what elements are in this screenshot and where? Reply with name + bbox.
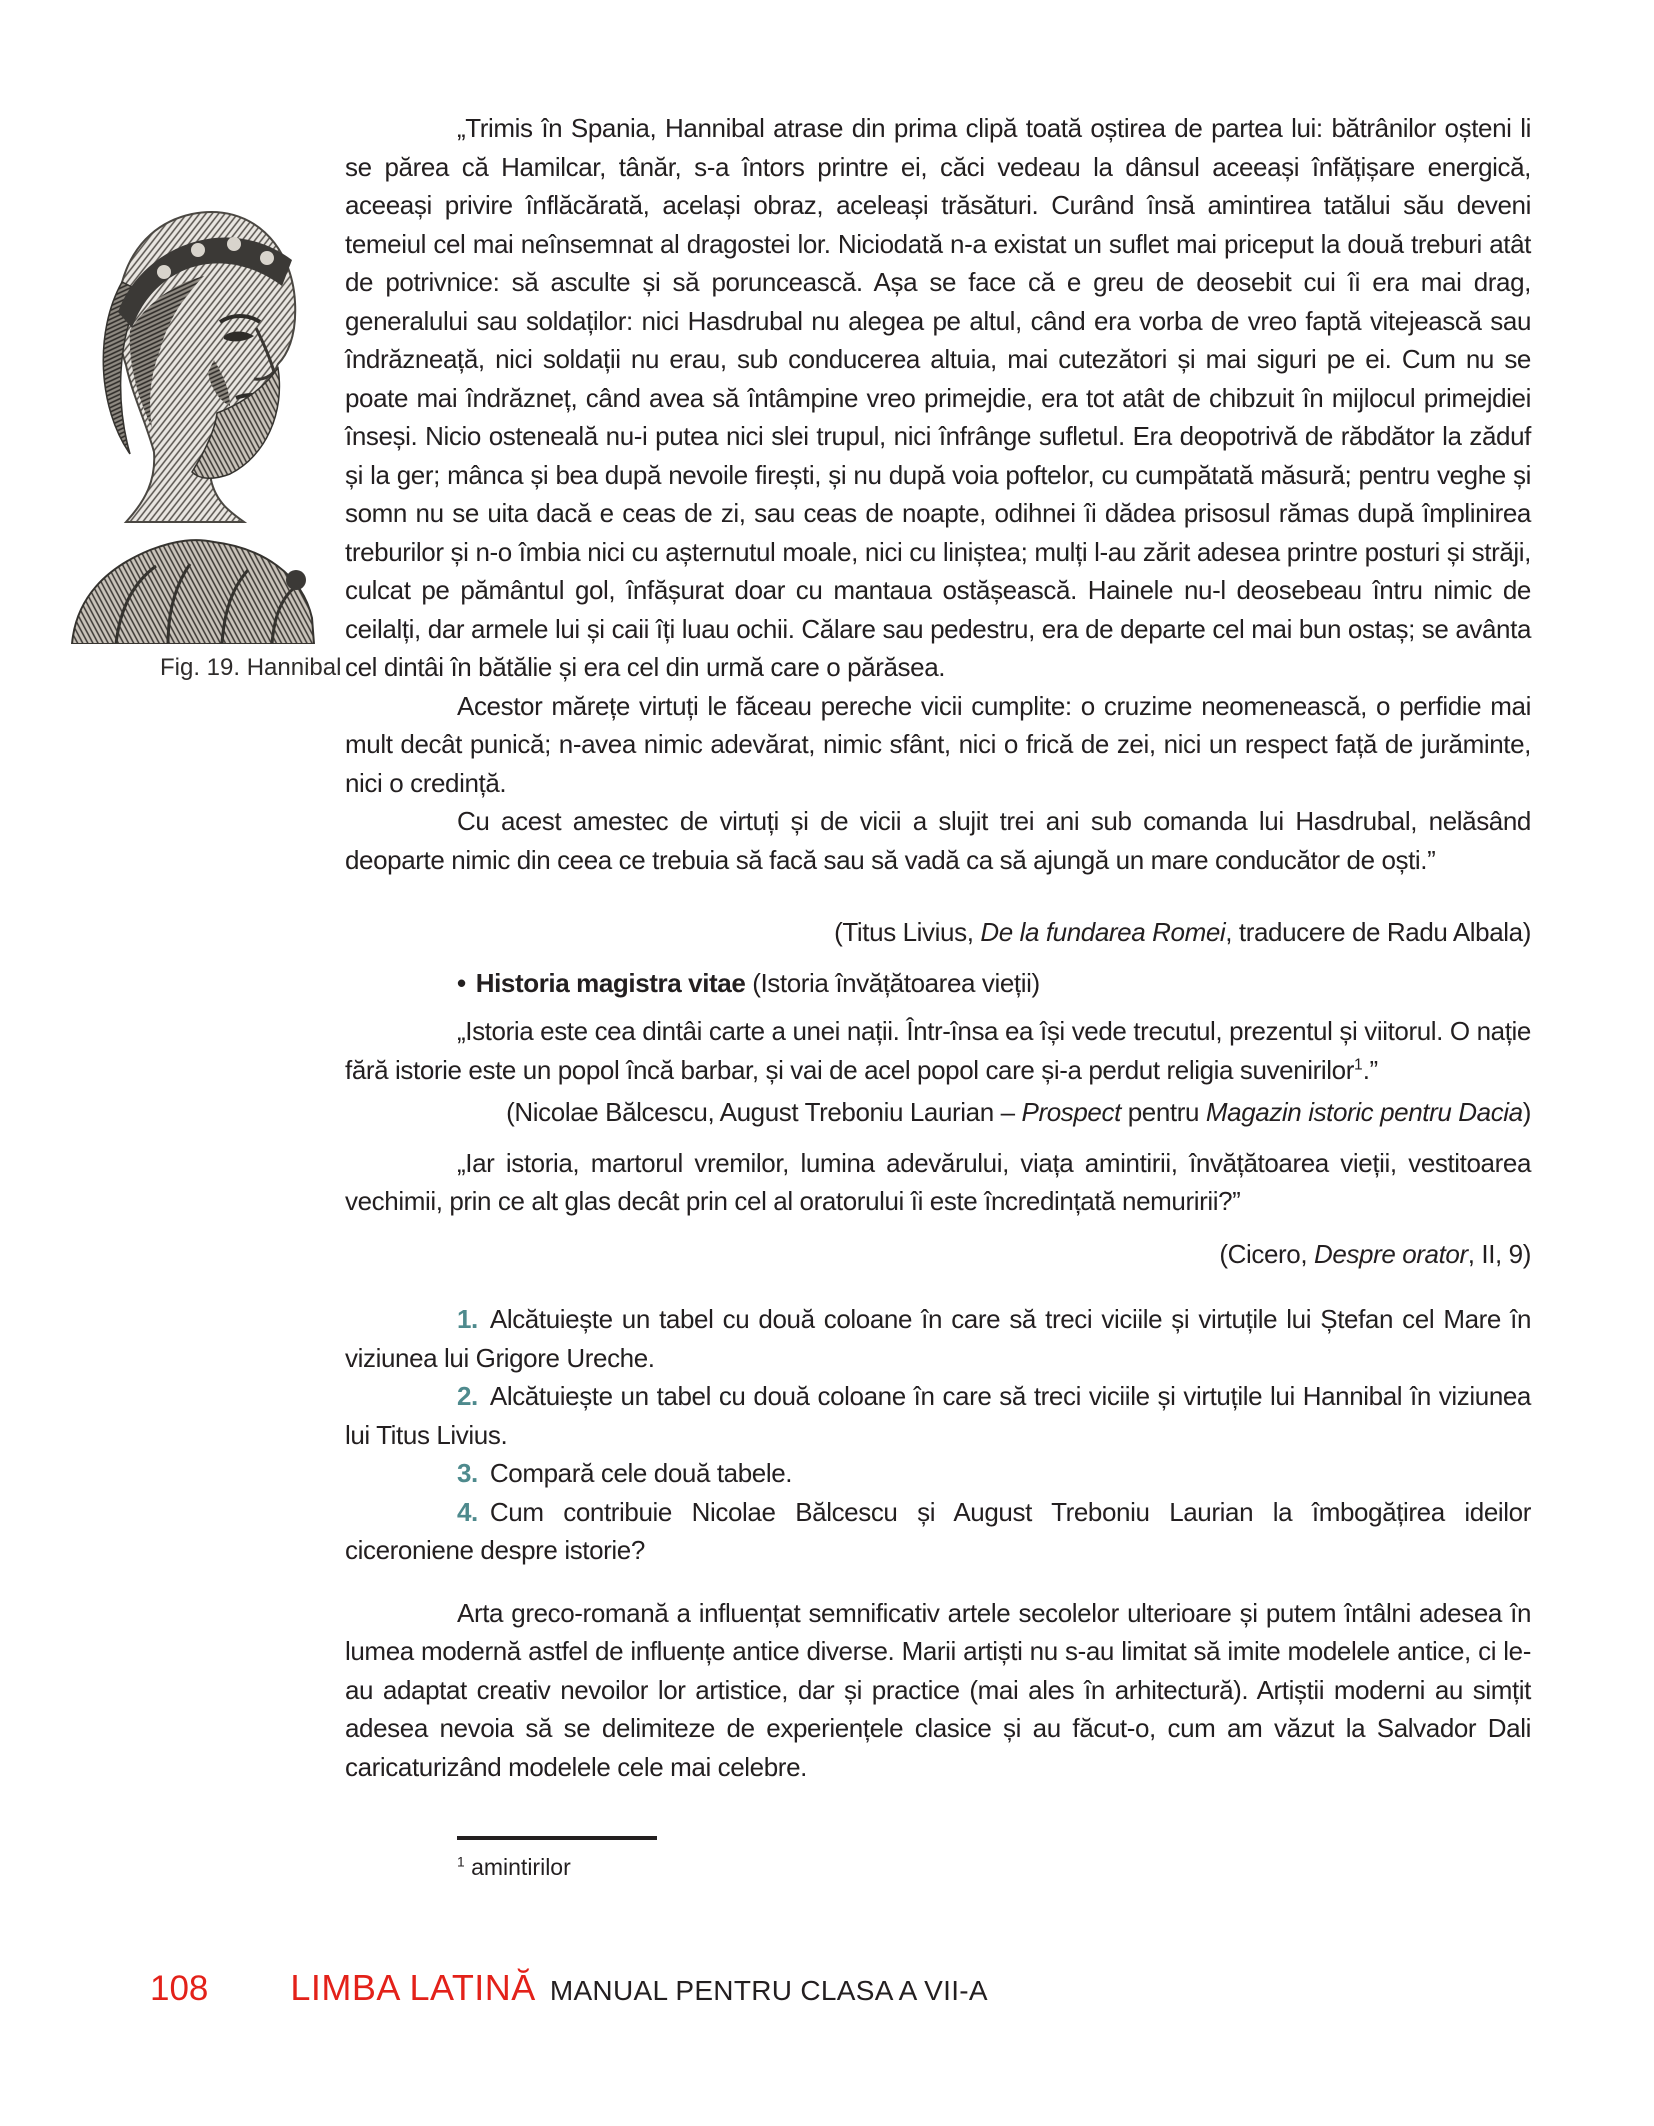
bullet-icon: • xyxy=(457,967,466,998)
historia-magistra-vitae-heading xyxy=(345,964,1531,1003)
exercise-number: 2. xyxy=(457,1381,478,1411)
exercise-text: Cum contribuie Nicolae Bălcescu și August Treboniu Laurian la îmbogățirea ideilor ciceroniene despre istorie? xyxy=(345,1496,1531,1565)
attribution-cicero: (Cicero, Despre orator, II, 9) xyxy=(1219,1238,1531,1269)
closing-paragraph: Arta greco-romană a influențat semnificativ artele secolelor ulterioare și putem întâlni adesea în lumea modernă astfel de influențe antice diverse. Marii artiști nu s-au limitat să imite modelele antice, ci le-au adaptat creativ nevoilor lor artistice, dar și practice (mai ales în arhitectură). Artiștii moderni au simțit adesea nevoia să se delimiteze de experiențele clasice și au făcut-o, cum am văzut la Salvador Dali caricaturizând modelele cele mai celebre. xyxy=(345,1597,1531,1782)
livius-quote-paragraph-3: Cu acest amestec de virtuți și de vicii a slujit trei ani sub comanda lui Hasdrubal, nelăsând deoparte nimic din ceea ce trebuia să facă sau să vadă ca să ajungă un mare conducător de oști.” xyxy=(345,806,1531,875)
livius-quote-paragraph-2: Acestor mărețe virtuți le făceau pereche vicii cumplite: o cruzime neomenească, o perfidie mai mult decât punică; n-avea nimic adevărat, nimic sfânt, nici o frică de zei, nici un respect față de jurăminte, nici o credință. xyxy=(345,690,1531,798)
exercise-number: 4. xyxy=(457,1496,478,1527)
page-footer xyxy=(150,1967,988,2009)
footnote-block xyxy=(345,1836,1531,1887)
balcescu-quote: „Istoria este cea dintâi carte a unei nații. Într-însa ea își vede trecutul, prezentul și viitorul. O nație fără istorie este un popol încă barbar, și vai de acel popol care și-a perdut religia suvenirilor$^1$.” xyxy=(345,1016,1531,1085)
livius-quote-paragraph-1: „Trimis în Spania, Hannibal atrase din prima clipă toată oștirea de partea lui: bătrânilor oșteni li se părea că Hamilcar, tânăr, s-a întors printre ei, căci vedeau la dânsul aceeași înfățișare energică, aceeași privire înflăcărată, același obraz, aceleași trăsături. Curând însă amintirea tatălui său deveni temeiul cel mai neînsemnat al dragostei lor. Niciodată n-a existat un suflet mai priceput la două treburi atât de potrivnice: să asculte și să poruncească. Așa se face că e greu de deosebit cui îi era mai drag, generalului sau soldaților: nici Hasdrubal nu alegea pe altul, când era vorba de vreo faptă vitejească sau îndrăzneață, nici soldații nu erau, sub conducerea altuia, mai cutezători și mai siguri pe ei. Cum nu se poate mai îndrăzneț, când avea să întâmpine vreo primejdie, era tot atât de chibzuit în mijlocul primejdiei înseși. Nicio osteneală nu-i putea nici slei trupul, nici înfrânge sufletul. Era deopotrivă de răbdător la zăduf și la ger; mânca și bea după nevoile firești, și nu după voia poftelor, cu cumpătată măsură; pentru veghe și somn nu se uita dacă e ceas de zi, sau ceas de noapte, odihnei îi dădea prisosul rămas după împlinirea treburilor și n-o îmbia nici cu așternutul moale, nici cu liniștea; mulți l-au zărit adesea printre posturi și străji, culcat pe pământul gol, înfășurat doar cu mantaua ostășească. Hainele nu-l deosebeau întru nimic de ceilalți, dar armele lui și caii îți luau ochii. Călare sau pedestru, era de departe cel mai bun ostaș; se avânta cel dintâi în bătălie și era cel din urmă care o părăsea. xyxy=(345,113,1531,682)
heading-text: Historia magistra vitae (Istoria învățătoarea vieții) xyxy=(475,967,1040,998)
exercise-number: 1. xyxy=(457,1304,478,1334)
main-text-column xyxy=(345,109,1531,1887)
page-number: 108 xyxy=(150,1969,209,2008)
footnote-divider xyxy=(457,1836,657,1840)
cicero-quote: „Iar istoria, martorul vremilor, lumina adevărului, viața amintirii, învățătoarea vieții, vestitoarea vechimii, prin ce alt glas decât prin cel al oratorului îi este încredințată nemuririi?” xyxy=(345,1147,1531,1216)
exercise-item-1 xyxy=(345,1300,1531,1377)
exercise-list xyxy=(345,1300,1531,1570)
book-title: LIMBA LATINĂ xyxy=(290,1967,536,2008)
exercise-number: 3. xyxy=(457,1458,478,1488)
footnote-text: $^1$ amintirilor xyxy=(457,1854,571,1880)
exercise-item-3 xyxy=(345,1454,1531,1493)
manual-subtitle: MANUAL PENTRU CLASA A VII-A xyxy=(549,1975,988,2006)
hannibal-figure xyxy=(64,150,342,682)
attribution-balcescu-laurian: (Nicolae Bălcescu, August Treboniu Laurian – Prospect pentru Magazin istoric pentru Dacia) xyxy=(506,1097,1531,1127)
exercise-text: Compară cele două tabele. xyxy=(489,1458,793,1488)
exercise-text: Alcătuiește un tabel cu două coloane în care să treci viciile și virtuțile lui Hannibal în viziunea lui Titus Livius. xyxy=(345,1381,1531,1450)
figure-caption: Fig. 19. Hannibal xyxy=(160,654,342,681)
exercise-text: Alcătuiește un tabel cu două coloane în care să treci viciile și virtuțile lui Ștefan cel Mare în viziunea lui Grigore Ureche. xyxy=(345,1304,1531,1373)
attribution-titus-livius: (Titus Livius, De la fundarea Romei, traducere de Radu Albala) xyxy=(834,917,1531,947)
exercise-item-2 xyxy=(345,1377,1531,1454)
hannibal-bust-image xyxy=(64,150,320,644)
exercise-item-4 xyxy=(345,1493,1531,1570)
